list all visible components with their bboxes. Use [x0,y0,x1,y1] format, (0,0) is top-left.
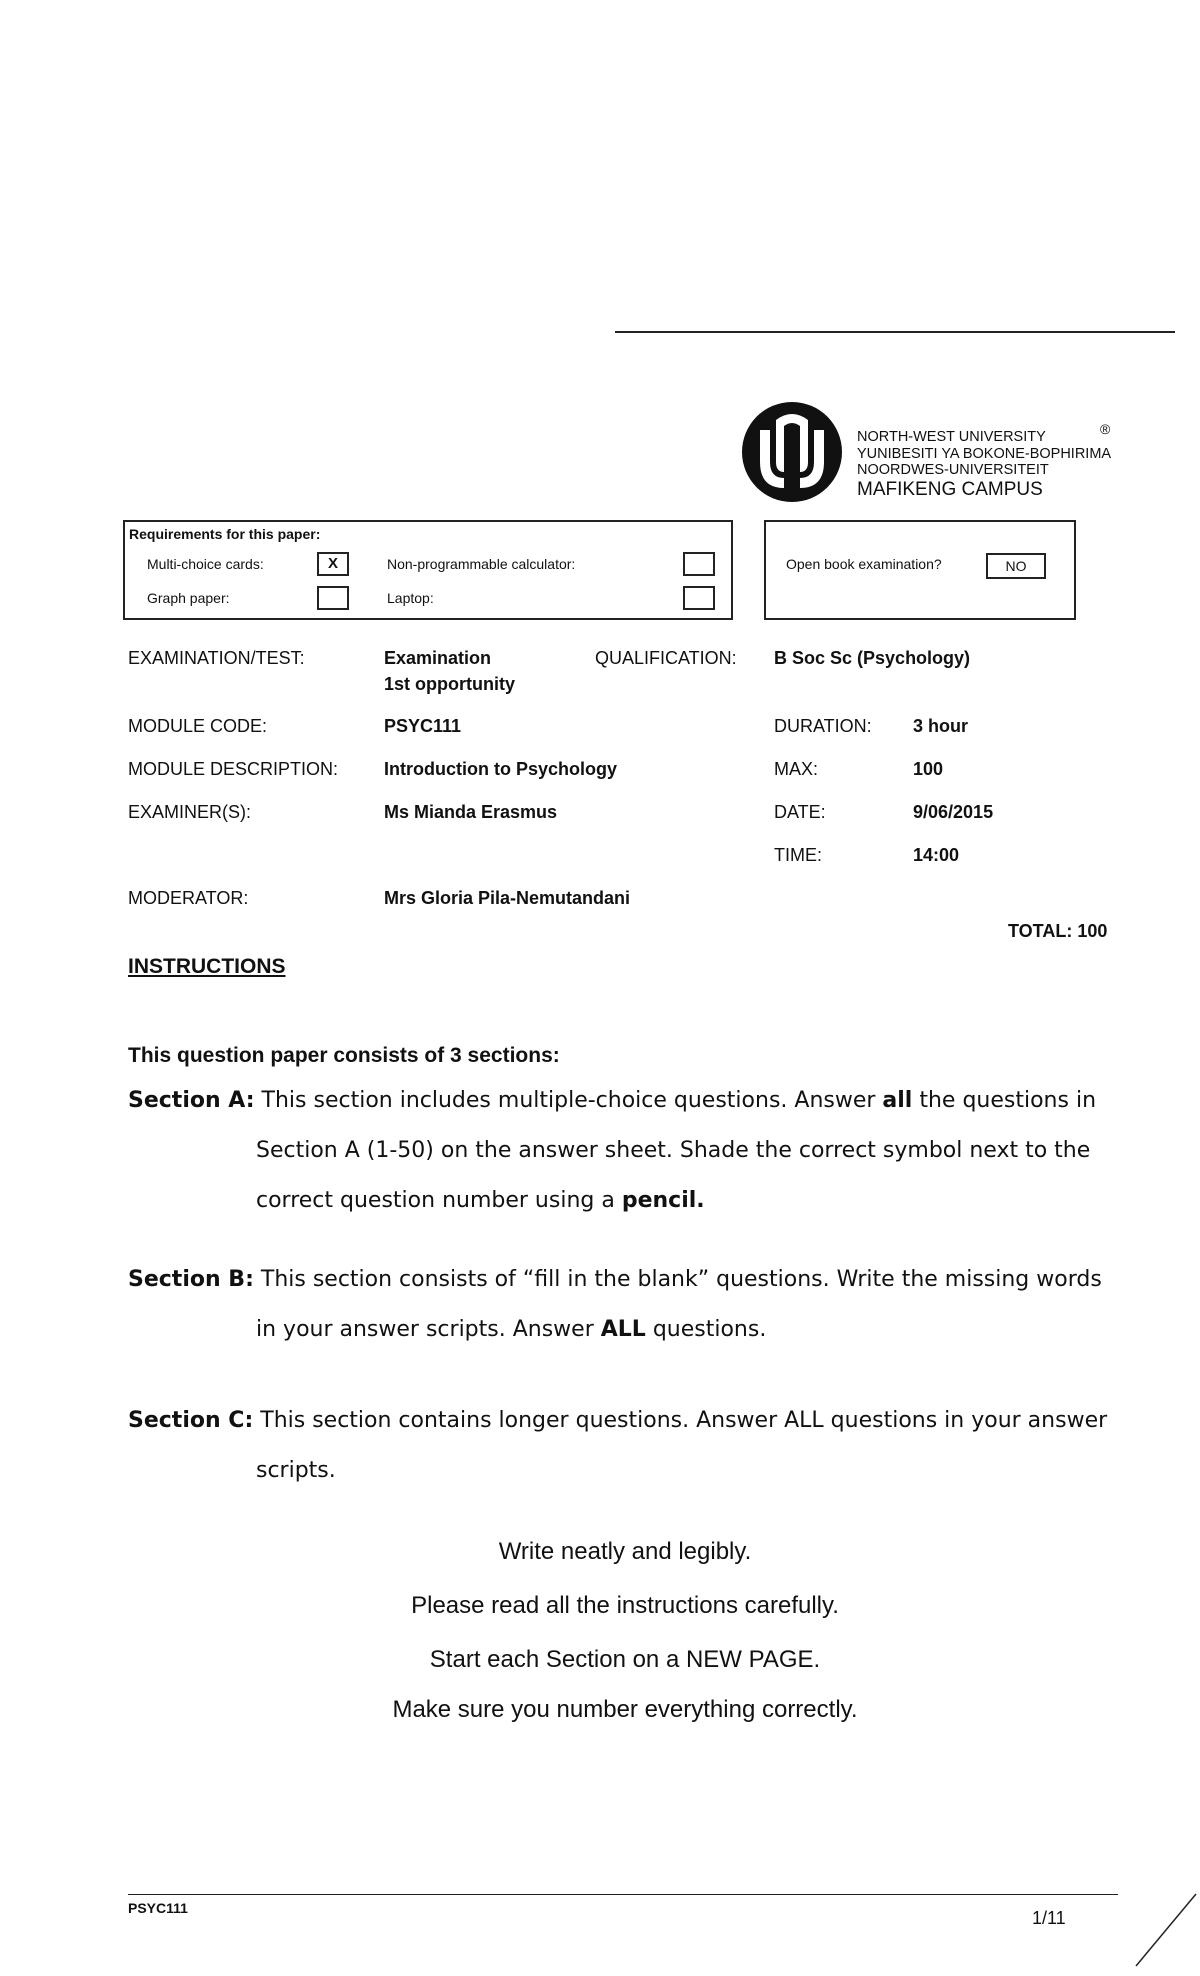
qualification-label: QUALIFICATION: [595,648,737,668]
pen-stroke-mark [1130,1890,1200,1970]
max-value: 100 [913,759,944,779]
note-neatly: Write neatly and legibly. [498,1538,752,1565]
section-a-line-2: Section A (1-50) on the answer sheet. Shade the correct symbol next to the [256,1138,1091,1163]
laptop-label: Laptop: [387,590,434,606]
graph-paper-checkbox[interactable] [317,586,349,610]
time-label: TIME: [774,845,822,865]
university-line-3: NOORDWES-UNIVERSITEIT [857,462,1049,478]
section-a-label: Section A: [128,1088,255,1113]
module-description-label: MODULE DESCRIPTION: [128,759,339,779]
registered-mark: ® [1100,421,1111,437]
section-a-emphasis-pencil: pencil. [621,1188,705,1213]
duration-label: DURATION: [774,716,872,736]
requirements-title: Requirements for this paper: [129,526,321,542]
section-b-label: Section B: [128,1267,254,1292]
university-logo [740,400,844,504]
note-new-page: Start each Section on a NEW PAGE. [429,1646,821,1673]
qualification-value: B Soc Sc (Psychology) [774,648,971,668]
note-read-carefully: Please read all the instructions carefully. [411,1592,839,1619]
calculator-label: Non-programmable calculator: [387,556,576,572]
section-a-instruction [128,1076,1128,1226]
footer-page-number: 1/11 [1032,1908,1066,1928]
section-a-text-end: the questions in [912,1088,1097,1113]
campus-name: MAFIKENG CAMPUS [857,478,1043,500]
module-code-label: MODULE CODE: [128,716,268,736]
date-value: 9/06/2015 [913,802,994,822]
open-book-box [764,520,1076,620]
time-value: 14:00 [913,845,960,865]
examiner-value: Ms Mianda Erasmus [384,802,558,822]
exam-opportunity: 1st opportunity [384,674,515,694]
section-b-line-2-end: questions. [645,1317,767,1342]
exam-value: Examination [384,648,492,668]
sections-intro: This question paper consists of 3 sections: [128,1044,560,1067]
section-c-instruction [128,1396,1128,1496]
module-code-value: PSYC111 [384,716,462,736]
exam-label: EXAMINATION/TEST: [128,648,305,668]
duration-value: 3 hour [913,716,969,736]
max-label: MAX: [774,759,819,779]
section-b-instruction [128,1255,1128,1355]
multi-choice-label: Multi-choice cards: [147,556,264,572]
section-a-text: This section includes multiple-choice questions. Answer [261,1088,883,1113]
calculator-checkbox[interactable] [683,552,715,576]
university-line-1: NORTH-WEST UNIVERSITY [857,429,1046,445]
section-a-emphasis-all: all [882,1088,913,1113]
laptop-checkbox[interactable] [683,586,715,610]
section-a-line-3: correct question number using a [256,1188,622,1213]
examiner-label: EXAMINER(S): [128,802,252,822]
total-marks: TOTAL: 100 [1008,921,1108,941]
graph-paper-label: Graph paper: [147,590,230,606]
section-b-emphasis-all: ALL [600,1317,646,1342]
module-description-value: Introduction to Psychology [384,759,617,779]
moderator-label: MODERATOR: [128,888,249,908]
university-line-2: YUNIBESITI YA BOKONE-BOPHIRIMA [857,445,1112,462]
top-rule [615,331,1175,333]
university-name [857,429,1111,501]
section-c-label: Section C: [128,1408,254,1433]
footer-rule [128,1894,1118,1895]
footer-module-code: PSYC111 [128,1900,188,1916]
section-c-text: This section contains longer questions. Answer ALL questions in your answer [260,1408,1108,1433]
instructions-heading: INSTRUCTIONS [128,955,286,978]
section-b-text: This section consists of “fill in the blank” questions. Write the missing words [260,1267,1102,1292]
open-book-label: Open book examination? [786,556,942,572]
open-book-value: NO [986,553,1046,579]
requirements-box [123,520,733,620]
date-label: DATE: [774,802,826,822]
section-b-line-2: in your answer scripts. Answer [256,1317,601,1342]
section-c-line-2: scripts. [256,1458,336,1483]
moderator-value: Mrs Gloria Pila-Nemutandani [384,888,631,908]
multi-choice-checkbox[interactable]: X [317,552,349,576]
note-numbering: Make sure you number everything correctly. [392,1696,858,1723]
